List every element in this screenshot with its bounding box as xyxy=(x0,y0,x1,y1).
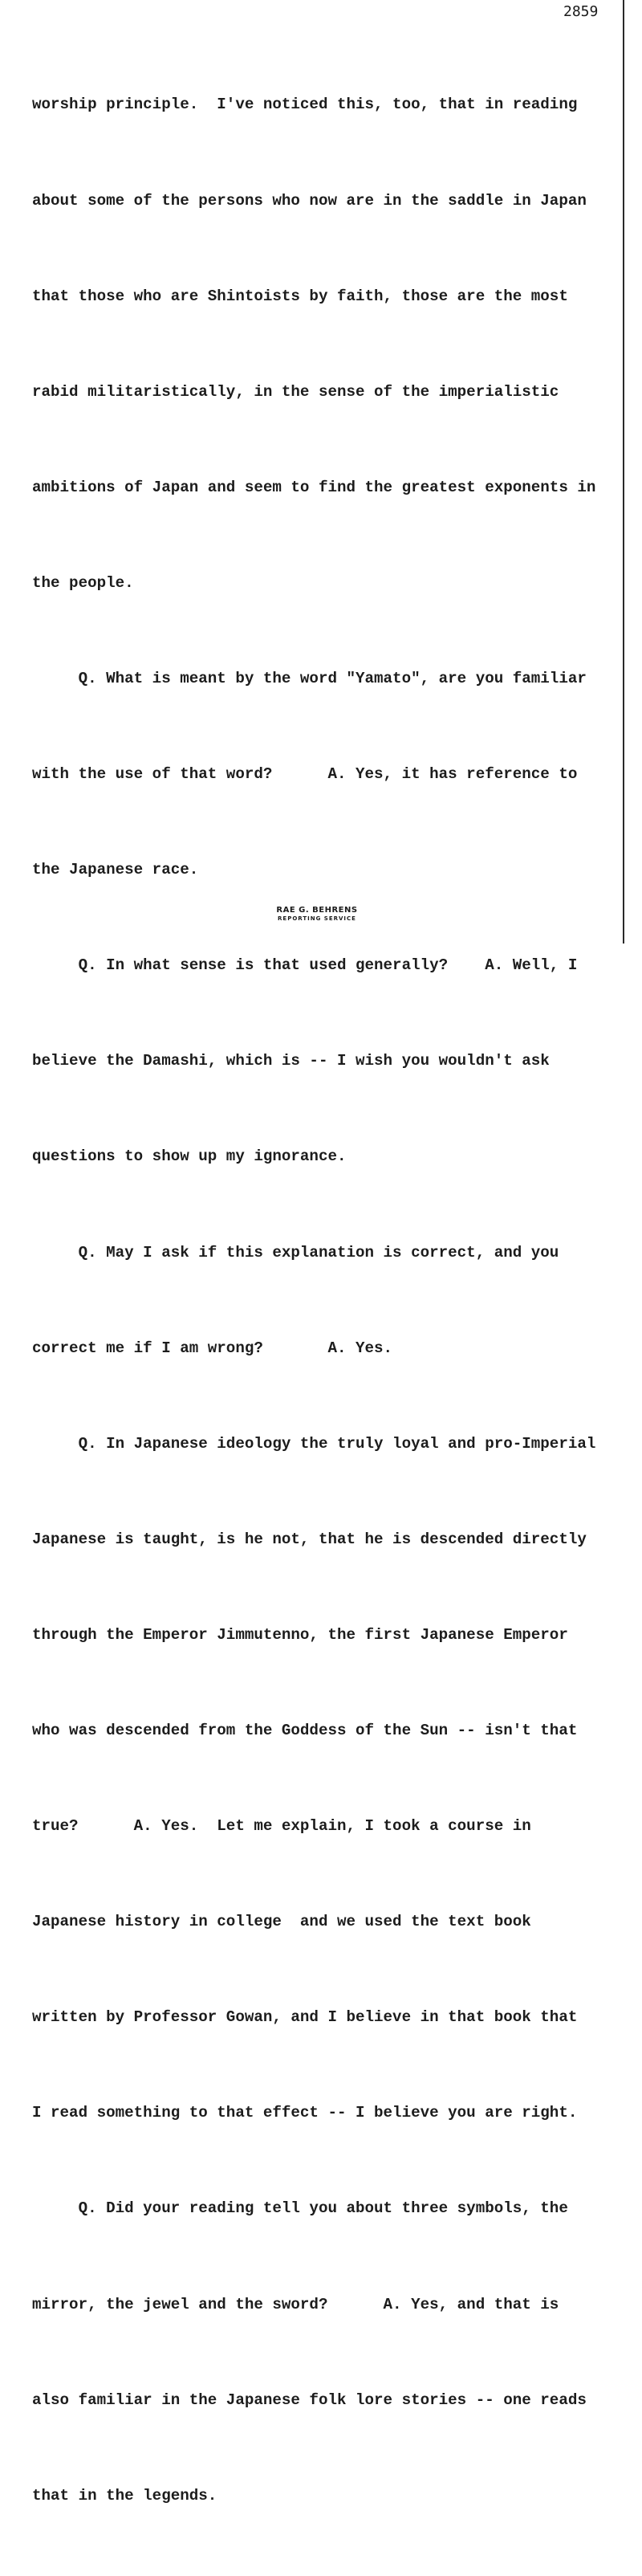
transcript-line: with the use of that word? A. Yes, it has reference to xyxy=(32,765,578,784)
transcript-line: who was descended from the Goddess of the Sun -- isn't that xyxy=(32,1722,578,1739)
transcript-line: true? A. Yes. Let me explain, I took a course in xyxy=(32,1817,531,1836)
transcript-line: about some of the persons who now are in the saddle in Japan xyxy=(32,191,587,210)
transcript-line: ambitions of Japan and seem to find the greatest exponents in xyxy=(32,478,596,496)
transcript-line: Q. In what sense is that used generally? A. Well, I xyxy=(32,956,578,975)
transcript-line: the Japanese race. xyxy=(32,861,199,879)
transcript-line: written by Professor Gowan, and I believe in that book that xyxy=(32,2008,578,2027)
transcript-line: Japanese is taught, is he not, that he is descended directly xyxy=(32,1530,587,1548)
transcript-line: that in the legends. xyxy=(32,2486,217,2505)
transcript-line: questions to show up my ignorance. xyxy=(32,1147,347,1166)
reporting-service: REPORTING SERVICE xyxy=(278,915,356,922)
transcript-line: rabid militaristically, in the sense of the imperialistic xyxy=(32,382,559,401)
transcript-line: mirror, the jewel and the sword? A. Yes, and that is xyxy=(32,2295,559,2313)
transcript-line: I read something to that effect -- I believe you are right. xyxy=(32,2104,578,2122)
transcript-line: Q. May I ask if this explanation is correct, and you xyxy=(32,1243,559,1262)
transcript-line: the people. xyxy=(32,573,134,592)
transcript-body xyxy=(32,26,626,2576)
transcript-line: believe the Damashi, which is -- I wish you wouldn't ask xyxy=(32,1052,550,1070)
reporter-name: RAE G. BEHRENS xyxy=(276,906,358,915)
transcript-line: Japanese history in college and we used the text book xyxy=(32,1913,531,1931)
reporter-footer xyxy=(0,906,634,922)
transcript-line: worship principle. I've noticed this, too, that in reading xyxy=(32,96,578,114)
transcript-line: also familiar in the Japanese folk lore stories -- one reads xyxy=(32,2391,587,2409)
page-number: 2859 xyxy=(563,3,599,20)
transcript-line: Q. Did your reading tell you about three symbols, the xyxy=(32,2199,568,2218)
transcript-line: correct me if I am wrong? A. Yes. xyxy=(32,1339,393,1357)
transcript-line: Q. In Japanese ideology the truly loyal and pro-Imperial xyxy=(32,1434,596,1453)
transcript-line: that those who are Shintoists by faith, those are the most xyxy=(32,287,568,305)
transcript-line: Q. What is meant by the word "Yamato", are you familiar xyxy=(32,669,587,687)
transcript-line: through the Emperor Jimmutenno, the first Japanese Emperor xyxy=(32,1625,568,1644)
